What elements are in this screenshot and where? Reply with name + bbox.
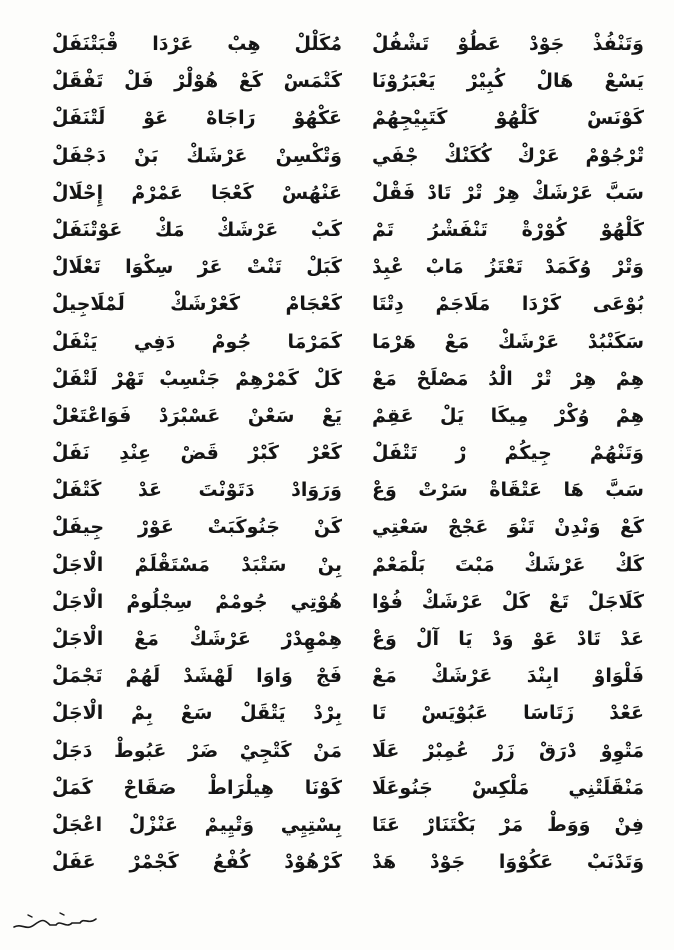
verse-line: تْرْجُوْمْ عَرْكْ كُكَنْكْ جْفَي bbox=[372, 144, 644, 167]
right-column bbox=[372, 26, 644, 881]
verse-line: بِنْ سَتْبَدْ مَسْتَقْلَمْ الْاجَلْ bbox=[52, 553, 342, 576]
verse-line: هِمْهِدْرْ عَرْشَكْ مَعْ الْاجَلْ bbox=[52, 628, 342, 650]
verse-line: كَبْ عَرْشَكْ مَكْ عَوْتْنَفَلْ bbox=[52, 218, 342, 241]
verse-line: كَلْ كَمْرْهِمْ جَنْسِبْ تَهْرْ لَتْفَلْ bbox=[52, 367, 342, 390]
verse-line: كَعْرْ كَبْرْ قَضْ عِنْدِ نَفَلْ bbox=[52, 442, 342, 465]
verse-line: وَتَنْفُذْ جَوْدْ عَطُوْ تَشْفُلْ bbox=[372, 33, 644, 55]
verse-line: بِرْدْ يَتْقَلْ سَعْ بِمْ الْاجَلْ bbox=[52, 702, 342, 725]
verse-line: كَوْنَسْ كَلْهُوْ كَتَبِيْجِهُمْ bbox=[372, 107, 644, 130]
verse-line: كَنْ جَنُوكَبَتْ عَوْرْ جِيفَلْ bbox=[52, 516, 342, 539]
verse-line: كَتْمَسْ كَعْ هُوْلْرْ فَلْ تَفْقَلْ bbox=[52, 70, 342, 93]
verse-line: مَنْ كَتْجِيْ ضَرْ عَبُوطْ دَجَلْ bbox=[52, 739, 342, 762]
verse-line: هِمْ وُكْرْ مِيكَا يَلْ عَقِمْ bbox=[372, 404, 644, 427]
verse-line: كَكْ عَرْشَكْ مَبْتَ بَلْمَعْمْ bbox=[372, 553, 644, 576]
verse-line: عَدْ تَادْ عَوْ وَدْ يَا آلْ وَعْ bbox=[372, 628, 644, 650]
verse-line: كَمَرْمَا جُومْ دَفِي يَنْفَلْ bbox=[52, 330, 342, 353]
verse-line: وَرَوَادْ دَتَوْنْتَ عَدْ كَتْفَلْ bbox=[52, 479, 342, 502]
verse-line: كَلَاجَلْ تَعْ كَلْ عَرْشَكْ فُوْا bbox=[372, 590, 644, 613]
verse-line: كَلْهُوْ كُوْرْةْ تَنْفَشْرُ تَمْ bbox=[372, 218, 644, 241]
verse-line: فَجْ وَاوَا لَهْشَدْ لَهُمْ تَجْمَلْ bbox=[52, 665, 342, 688]
verse-line: فِنْ وَوَطْ مَرْ بَكْتَنَارْ عَتَا bbox=[372, 813, 644, 836]
left-column bbox=[52, 26, 342, 881]
verse-line: فَلْوَاوْ ابِنْدَ عَرْشَكْ مَعْ bbox=[372, 665, 644, 688]
verse-line: عَكْهُوْ رَاجَاهْ عَوْ لَتْنَفَلْ bbox=[52, 107, 342, 130]
verse-line: بِسْتِيِي وَتْيِيمْ عَنْزْلْ اعْجَلْ bbox=[52, 813, 342, 836]
verse-line: كَعْ وَنْدِنْ تَنْوَ عَجْجْ سَعْتِي bbox=[372, 516, 644, 539]
verse-line: يَعْ سَعْنْ عَسْبْرَدْ فَوَاعْتَعْلْ bbox=[52, 404, 342, 427]
verse-line: وَتَدْنَبْ عَكُوْوَا جَوْدْ هَدْ bbox=[372, 851, 644, 874]
verse-line: وَتَنْهُمْ جِيكُمْ رْ تَتْفَلْ bbox=[372, 442, 644, 465]
verse-line: وَتْكْسِنْ عَرْشَكْ بَنْ دَجْفَلْ bbox=[52, 144, 342, 167]
handwritten-signature bbox=[10, 905, 100, 935]
verse-line: كَبَلْ تَنْتْ عَرْ سِكْوَا تَعْلَالْ bbox=[52, 256, 342, 279]
verse-line: وَتْرْ وُكَمَدْ تَعْتَزُ مَابْ عْبِدْ bbox=[372, 256, 644, 279]
verse-line: يَسْعْ هَالْ كُبِيْرْ يَعْبَرُوْنَا bbox=[372, 70, 644, 93]
verse-line: هِمْ هِرْ تْرْ الْدُ مَصْلَحْ مَعْ bbox=[372, 367, 644, 390]
verse-line: سَكَنْبُدْ عَرْشَكْ مَعْ هَرْمَا bbox=[372, 330, 644, 353]
verse-line: مَنْقَلَتْنِي مَلْكِسْ جَنُوعَلَا bbox=[372, 776, 644, 799]
verse-line: كَرْهُوْدْ كُفْعُ كَجْمْرْ عَفَلْ bbox=[52, 851, 342, 874]
verse-line: كَوْنَا هِيلْرَاطْ صَقَاحْ كَمَلْ bbox=[52, 776, 342, 799]
verse-line: بُوْعَى كَرْدَا مَلَاجَمْ دِتْتَا bbox=[372, 293, 644, 316]
verse-line: سَبَّ عَرْشَكْ هِرْ تْرْ تَادْ فَقْلْ bbox=[372, 181, 644, 204]
verse-line: سَبَّ هَا عَتْقَاةْ سَرْتْ وَعْ bbox=[372, 479, 644, 502]
verse-line: عَعْدْ زَتَاسَا عَبُوْيَسْ تَا bbox=[372, 702, 644, 725]
verse-line: هُوْتِي جُومْمْ سِجْلُومْ الْاجَلْ bbox=[52, 590, 342, 613]
verse-line: مَتْوِوْ دْرَقْ زَرْ عُمِبْرْ عَلَا bbox=[372, 739, 644, 762]
verse-line: عَنْهُسْ كَعْجَا عَمْرْمْ إِحْلَالْ bbox=[52, 181, 342, 204]
verse-line: مُكَلْلْ هِبْ عَرْدَا قْبَتْنَفَلْ bbox=[52, 33, 342, 55]
verse-line: كَعْجَامْ كَعْرْشَكْ لَمْلَاجِيلْ bbox=[52, 293, 342, 316]
